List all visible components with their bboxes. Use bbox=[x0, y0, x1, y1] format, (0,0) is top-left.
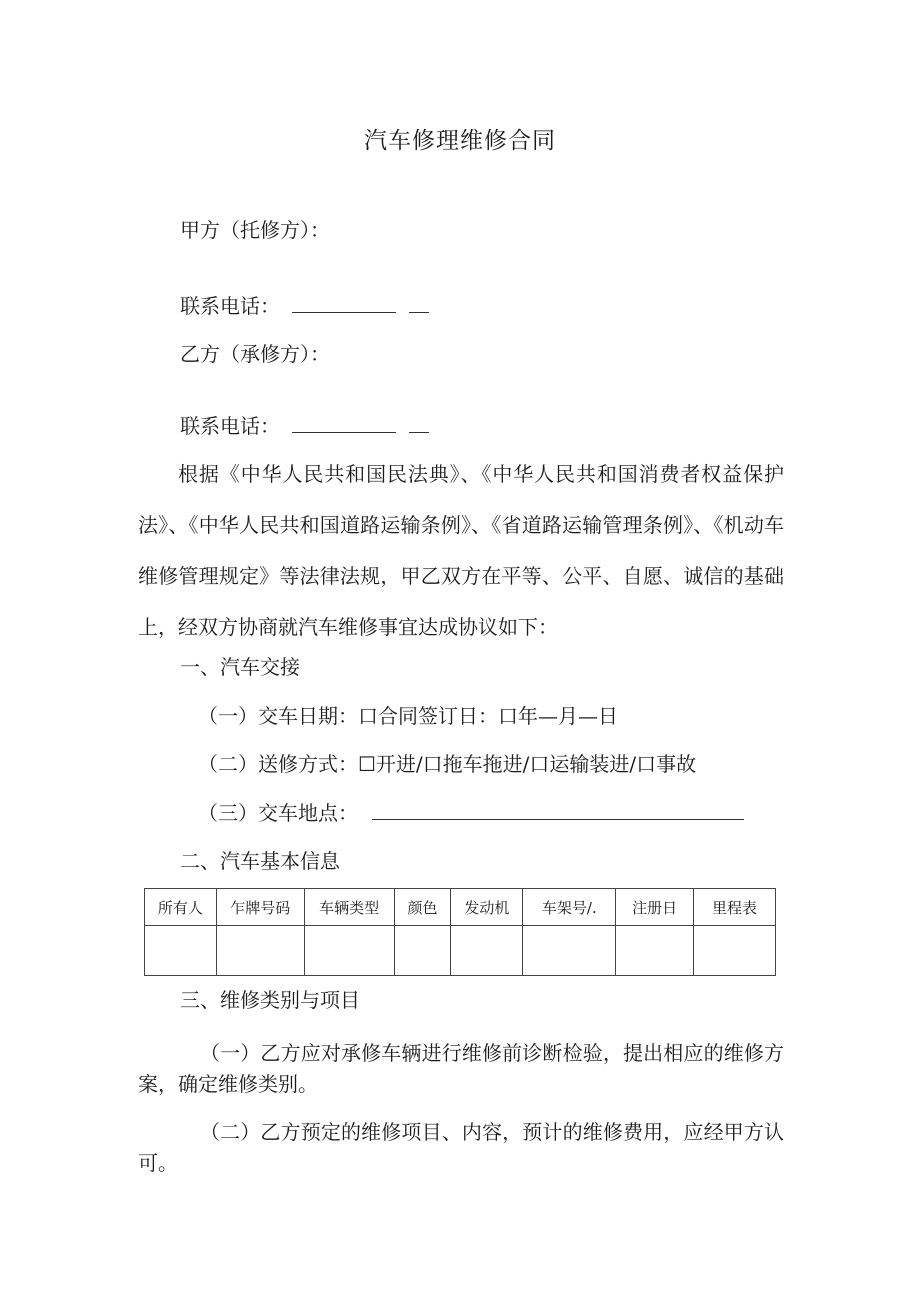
section-1-item-2: （二）送修方式：☐开进/口拖车拖进/口运输装进/口事故 bbox=[198, 752, 697, 776]
party-a-phone-blank-tail bbox=[409, 296, 429, 313]
column-header-color: 颜色 bbox=[394, 889, 451, 926]
section-3-item-2: （二）乙方预定的维修项目、内容，预计的维修费用，应经甲方认可。 bbox=[138, 1120, 784, 1175]
intro-paragraph: 根据《中华人民共和国民法典》、《中华人民共和国消费者权益保护法》、《中华人民共和国道路运输条例》、《省道路运输管理条例》、《机动车维修管理规定》等法律法规，甲乙双方在平等、公平、自愿、诚信的基础上，经双方协商就汽车维修事宜达成协议如下： bbox=[138, 462, 784, 639]
table-header-row bbox=[145, 889, 776, 926]
party-b-phone-blank-tail bbox=[409, 416, 429, 433]
table-row bbox=[145, 926, 776, 976]
party-b-label: 乙方（承修方）： bbox=[180, 342, 330, 366]
column-header-engine: 发动机 bbox=[451, 889, 523, 926]
vehicle-info-table bbox=[144, 888, 776, 976]
section-3-item-1: （一）乙方应对承修车辆进行维修前诊断检验，提出相应的维修方案，确定维修类别。 bbox=[138, 1041, 784, 1096]
table-cell[interactable] bbox=[304, 926, 394, 976]
column-header-vehicle-type: 车辆类型 bbox=[304, 889, 394, 926]
section-3-heading: 三、维修类别与项目 bbox=[180, 988, 360, 1012]
party-b-phone-label: 联系电话： bbox=[180, 414, 280, 438]
party-a-phone-label: 联系电话： bbox=[180, 294, 280, 318]
section-1-item-1: （一）交车日期：口合同签订日：口年—月—日 bbox=[198, 704, 618, 728]
table-cell[interactable] bbox=[145, 926, 217, 976]
contract-title: 汽车修理维修合同 bbox=[364, 128, 556, 154]
section-2-heading: 二、汽车基本信息 bbox=[180, 849, 340, 873]
column-header-plate: 乍牌号码 bbox=[216, 889, 304, 926]
table-cell[interactable] bbox=[616, 926, 694, 976]
table-cell[interactable] bbox=[394, 926, 451, 976]
section-1-heading: 一、汽车交接 bbox=[180, 655, 300, 679]
delivery-location-blank[interactable] bbox=[372, 803, 744, 820]
party-a-phone-row bbox=[180, 294, 429, 318]
column-header-registration-date: 注册日 bbox=[616, 889, 694, 926]
table-cell[interactable] bbox=[451, 926, 523, 976]
table-cell[interactable] bbox=[216, 926, 304, 976]
section-1-item-3-label: （三）交车地点： bbox=[198, 801, 358, 825]
column-header-vin: 车架号/. bbox=[523, 889, 616, 926]
column-header-owner: 所有人 bbox=[145, 889, 217, 926]
column-header-odometer: 里程表 bbox=[694, 889, 776, 926]
table-cell[interactable] bbox=[694, 926, 776, 976]
section-1-item-3-row bbox=[198, 801, 744, 825]
party-b-phone-row bbox=[180, 414, 429, 438]
table-cell[interactable] bbox=[523, 926, 616, 976]
party-a-phone-blank[interactable] bbox=[292, 296, 396, 313]
party-a-label: 甲方（托修方）： bbox=[180, 218, 330, 242]
party-b-phone-blank[interactable] bbox=[292, 416, 396, 433]
